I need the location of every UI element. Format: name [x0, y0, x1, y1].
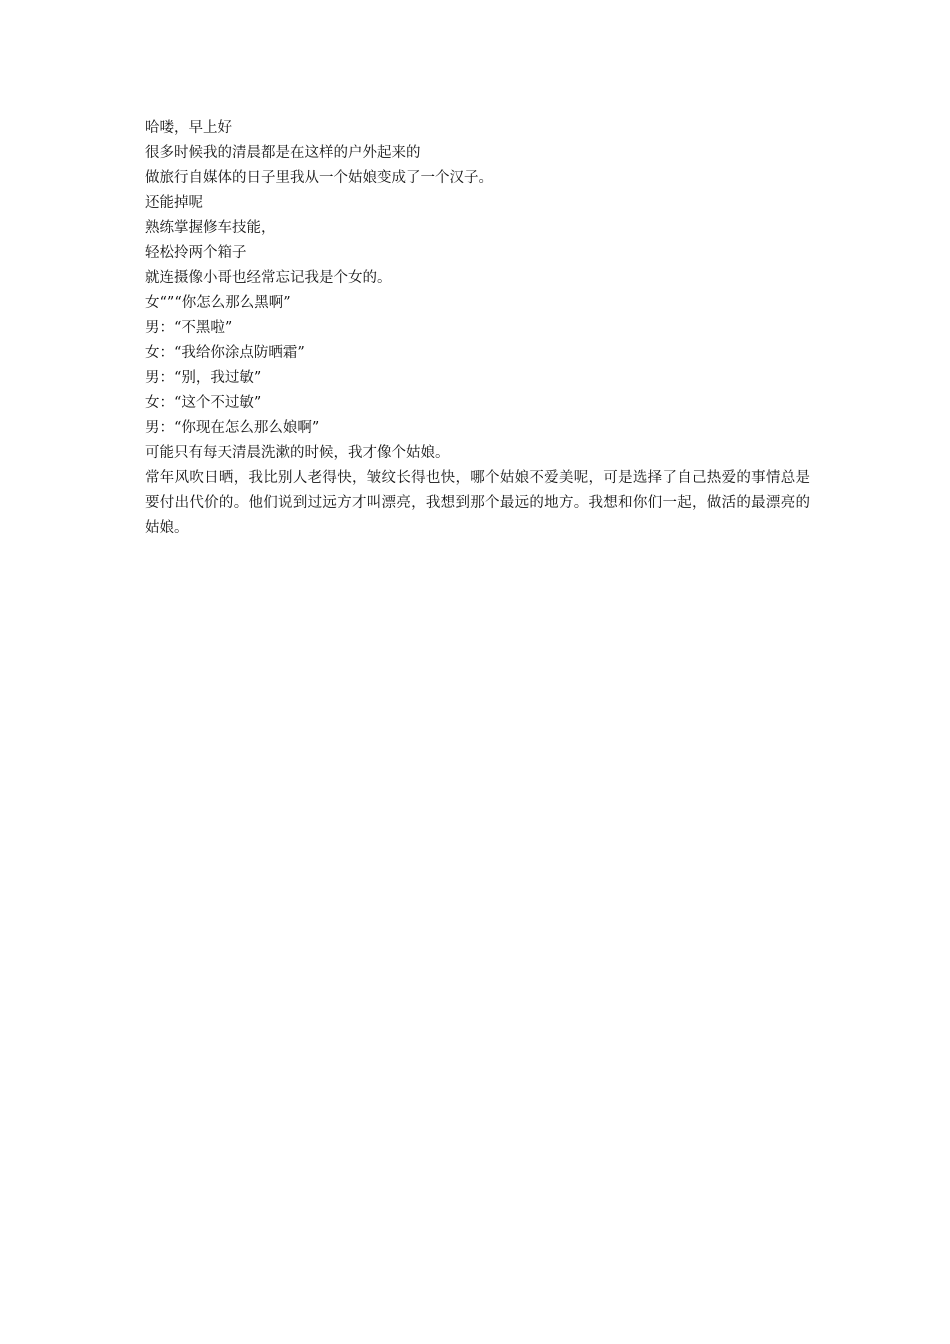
dialogue-line-5: 女：“这个不过敏”	[145, 395, 262, 411]
dialogue-line-4: 男：“别，我过敏”	[145, 370, 262, 386]
dialogue-line-3: 女：“我给你涂点防晒霜”	[145, 345, 305, 361]
text-line-6: 轻松拎两个箱子	[145, 245, 247, 261]
dialogue-line-1: 女“”“你怎么那么黑啊”	[145, 295, 291, 311]
text-line-2: 很多时候我的清晨都是在这样的户外起来的	[145, 145, 421, 161]
document-body	[145, 116, 810, 541]
dialogue-line-2: 男：“不黑啦”	[145, 320, 233, 336]
text-line-5: 熟练掌握修车技能，	[145, 220, 276, 236]
text-line-4: 还能掉呢	[145, 195, 203, 211]
text-line-8: 可能只有每天清晨洗漱的时候，我才像个姑娘。	[145, 445, 450, 461]
text-line-1: 哈喽，早上好	[145, 120, 232, 136]
dialogue-line-6: 男：“你现在怎么那么娘啊”	[145, 420, 320, 436]
text-line-7: 就连摄像小哥也经常忘记我是个女的。	[145, 270, 392, 286]
closing-paragraph: 常年风吹日晒，我比别人老得快，皱纹长得也快，哪个姑娘不爱美呢，可是选择了自己热爱的事情总是要付出代价的。他们说到过远方才叫漂亮，我想到那个最远的地方。我想和你们一起，做活的最漂亮的姑娘。	[145, 470, 810, 536]
text-line-3: 做旅行自媒体的日子里我从一个姑娘变成了一个汉子。	[145, 170, 493, 186]
